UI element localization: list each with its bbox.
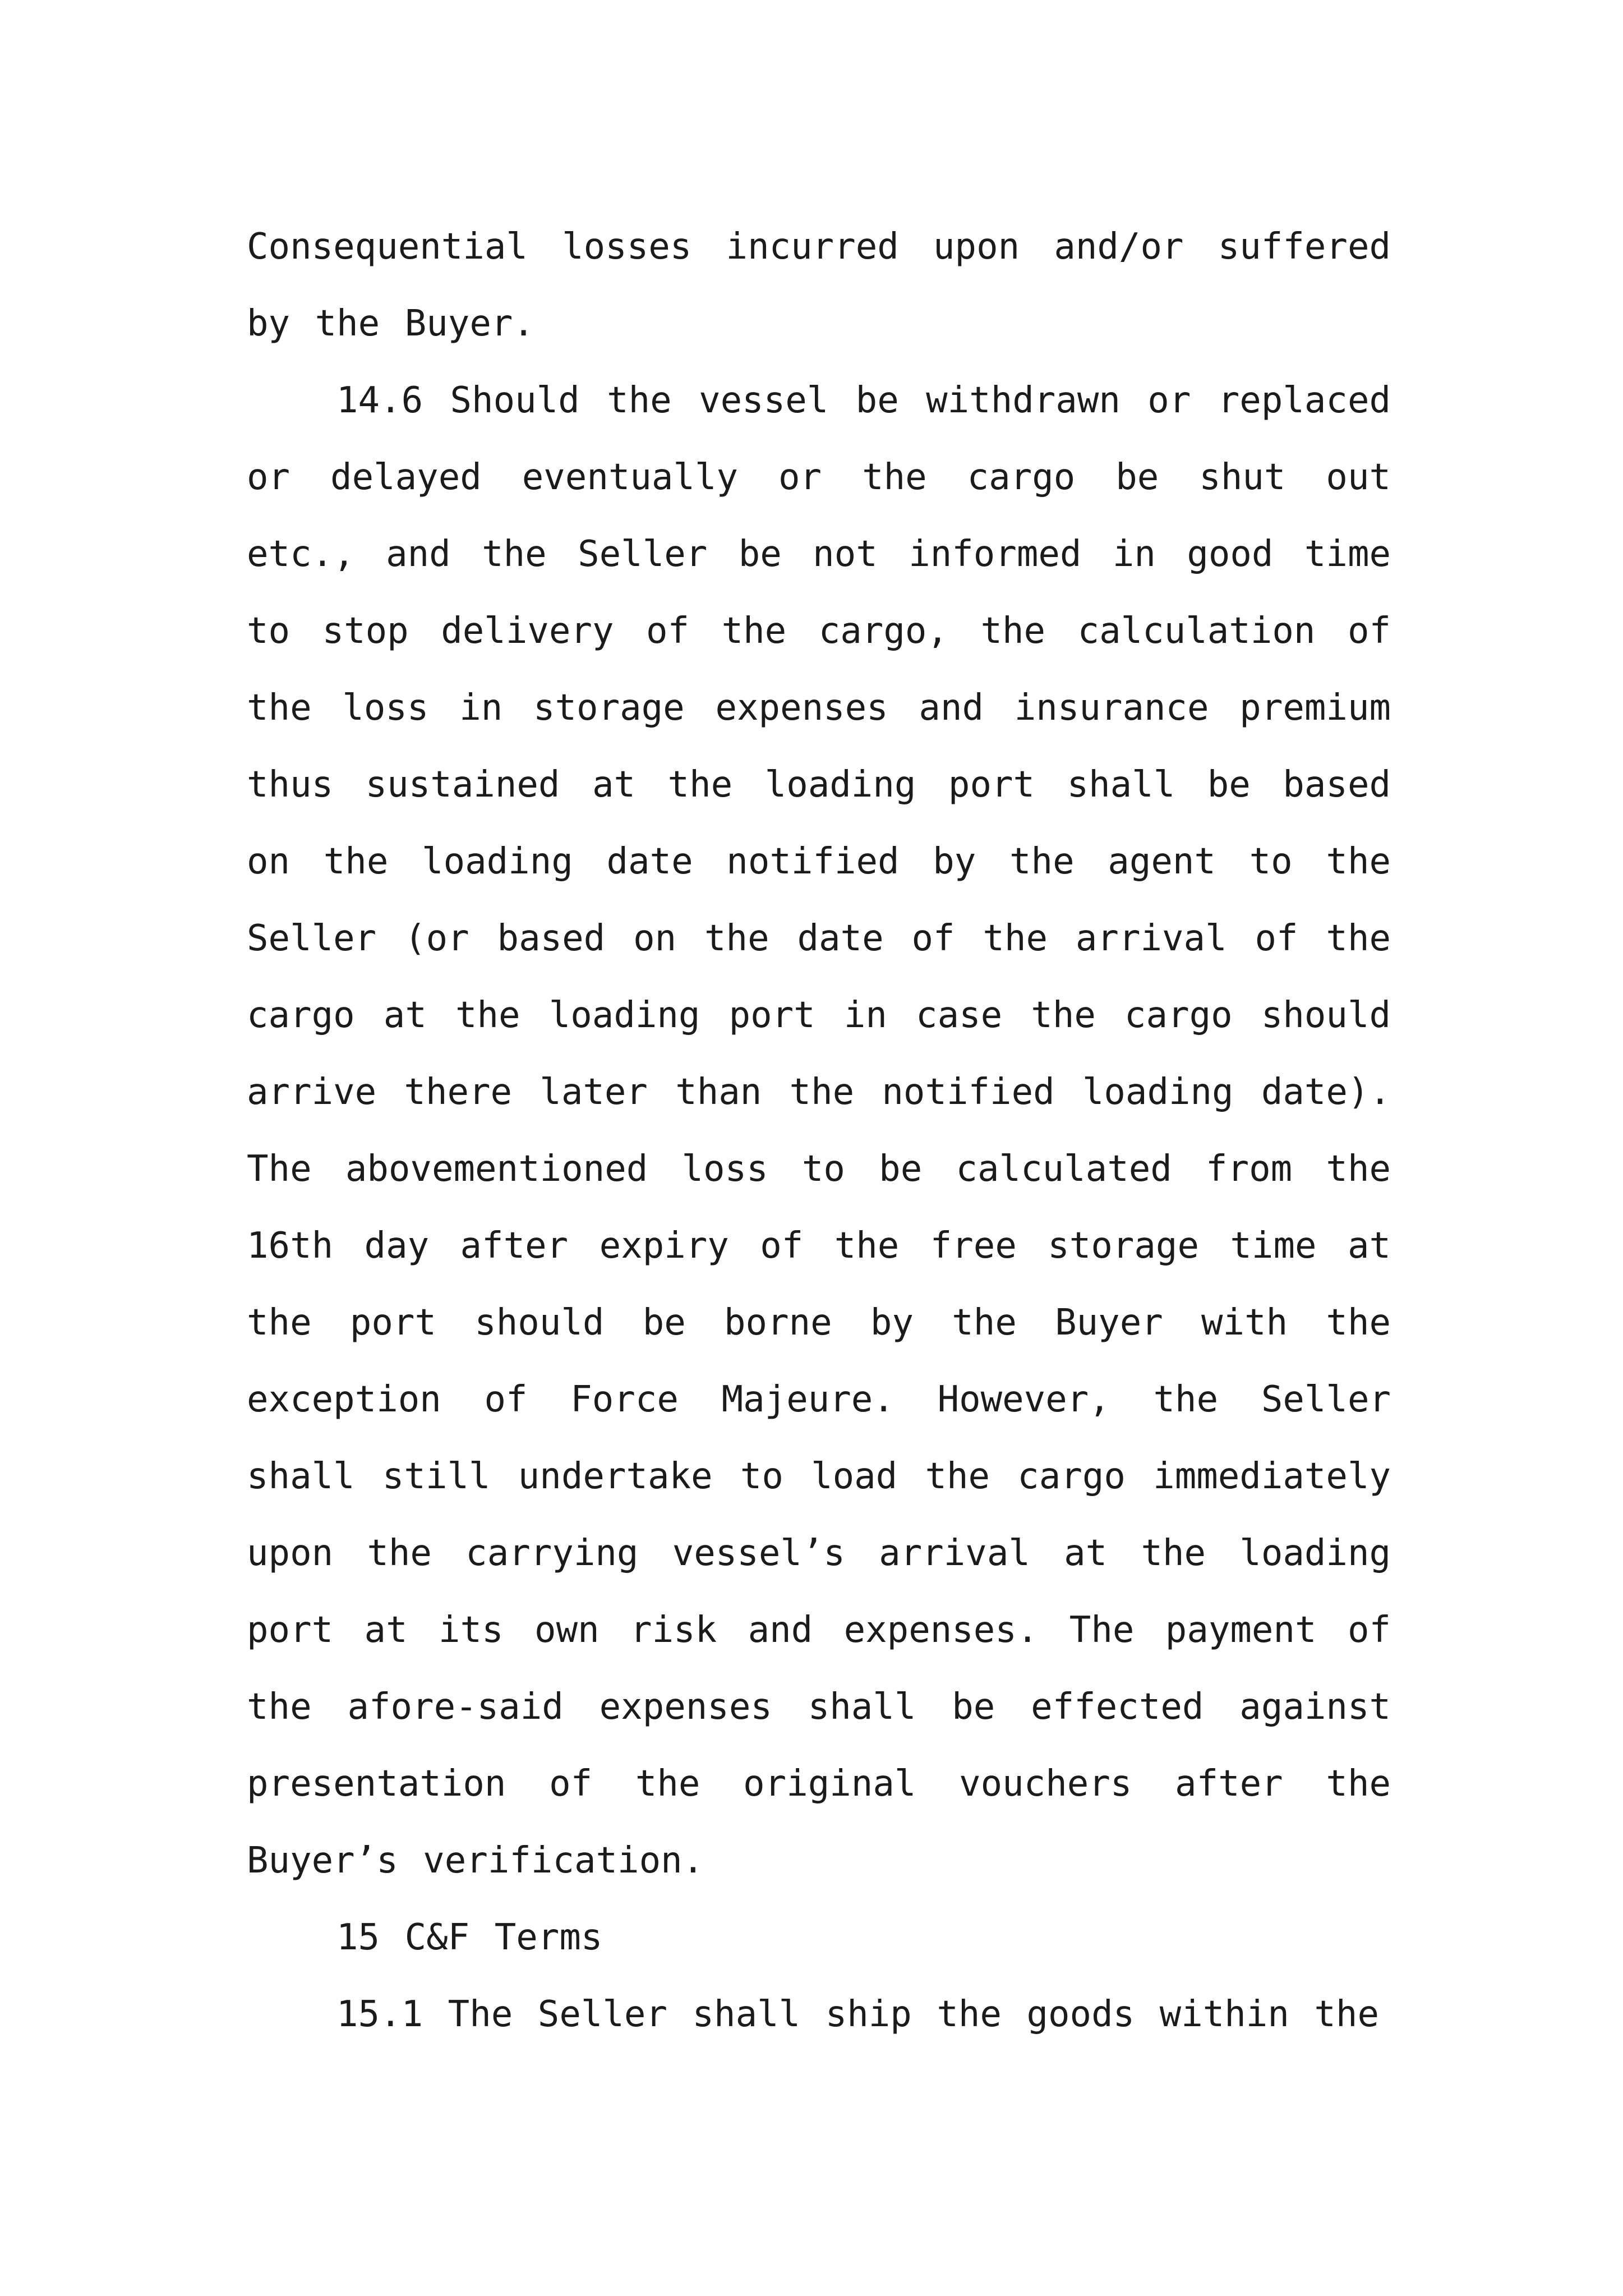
- paragraph-clause-14-6: 14.6 Should the vessel be withdrawn or replaced or delayed eventually or the cargo be shut out etc., and the Seller be not informed in good time to stop delivery of the cargo, the calculation of the loss in storage expenses and insurance premium thus sustained at the loading port shall be based on the loading date notified by the agent to the Seller (or based on the date of the arrival of the cargo at the loading port in case the cargo should arrive there later than the notified loading date). The abovementioned loss to be calculated from the 16th day after expiry of the free storage time at the port should be borne by the Buyer with the exception of Force Majeure. However, the Seller shall still undertake to load the cargo immediately upon the carrying vessel’s arrival at the loading port at its own risk and expenses. The payment of the afore-said expenses shall be effected against presentation of the original vouchers after the Buyer’s verification.: [247, 380, 1391, 1881]
- document-body: [247, 209, 1391, 2053]
- paragraph-consequential-losses: Consequential losses incurred upon and/or suffered by the Buyer.: [247, 226, 1391, 344]
- section-heading-15: 15 C&F Terms: [336, 1917, 603, 1958]
- paragraph-clause-15-1: 15.1 The Seller shall ship the goods within the: [336, 1994, 1379, 2035]
